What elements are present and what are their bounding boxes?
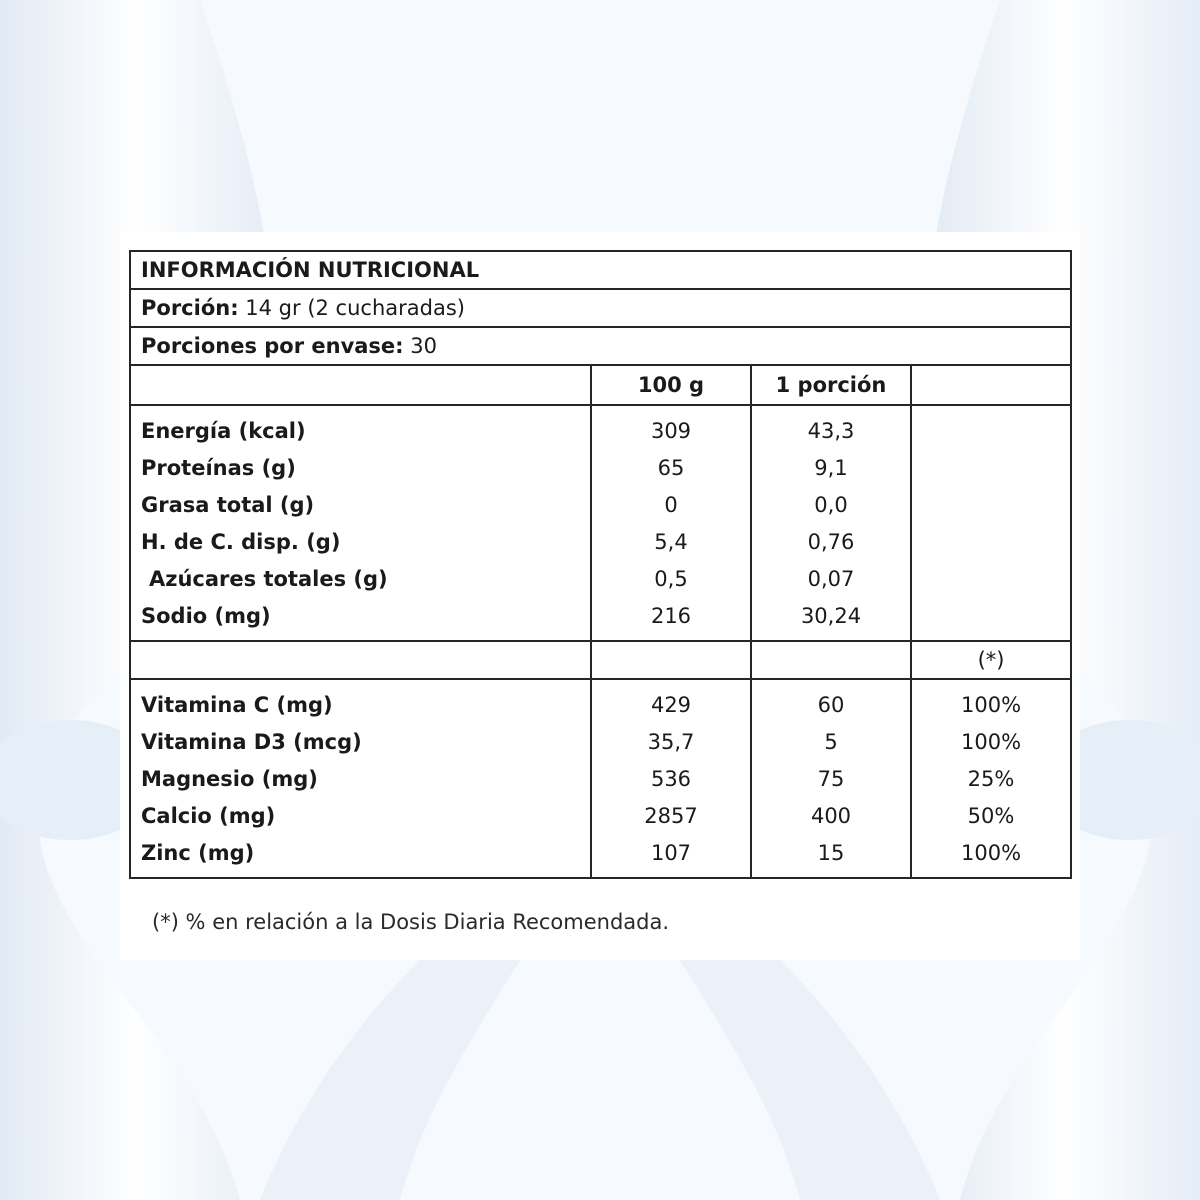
vitamin-name: Magnesio (mg): [130, 760, 591, 797]
nutrient-per100: 65: [591, 449, 751, 486]
vitamin-portion: 5: [751, 723, 911, 760]
table-row: [130, 834, 1071, 878]
portion-label: Porción:: [141, 296, 239, 320]
vitamin-per100: 2857: [591, 797, 751, 834]
nutrient-per100: 309: [591, 405, 751, 449]
nutrient-portion: 30,24: [751, 597, 911, 641]
vitamin-per100: 429: [591, 679, 751, 723]
table-row: [130, 723, 1071, 760]
table-row: [130, 405, 1071, 449]
table-row: [130, 760, 1071, 797]
servings-value: 30: [403, 334, 437, 358]
nutrient-portion: 0,76: [751, 523, 911, 560]
table-row: [130, 486, 1071, 523]
nutrition-table: [129, 250, 1072, 879]
daily-dose-header-row: [130, 641, 1071, 679]
servings-label: Porciones por envase:: [141, 334, 404, 358]
table-row: [130, 560, 1071, 597]
column-header-portion: 1 porción: [751, 365, 911, 405]
vitamin-daily-dose: 100%: [911, 834, 1071, 878]
vitamin-per100: 536: [591, 760, 751, 797]
vitamin-daily-dose: 100%: [911, 679, 1071, 723]
nutrient-portion: 9,1: [751, 449, 911, 486]
portion-row: [130, 289, 1071, 327]
vitamin-portion: 400: [751, 797, 911, 834]
nutrient-name: Azúcares totales (g): [130, 560, 591, 597]
nutrient-per100: 5,4: [591, 523, 751, 560]
vitamin-per100: 35,7: [591, 723, 751, 760]
vitamin-name: Vitamina D3 (mcg): [130, 723, 591, 760]
nutrient-portion: 43,3: [751, 405, 911, 449]
nutrient-per100: 216: [591, 597, 751, 641]
vitamin-portion: 60: [751, 679, 911, 723]
vitamin-daily-dose: 100%: [911, 723, 1071, 760]
daily-dose-marker: (*): [911, 641, 1071, 679]
portion-value: 14 gr (2 cucharadas): [238, 296, 465, 320]
nutrient-name: Sodio (mg): [130, 597, 591, 641]
vitamin-name: Vitamina C (mg): [130, 679, 591, 723]
table-row: [130, 449, 1071, 486]
column-header-nutrient: [130, 365, 591, 405]
nutrient-portion: 0,0: [751, 486, 911, 523]
vitamin-name: Zinc (mg): [130, 834, 591, 878]
title-row: [130, 251, 1071, 289]
nutrient-name: Grasa total (g): [130, 486, 591, 523]
column-header-dd: [911, 365, 1071, 405]
table-title: INFORMACIÓN NUTRICIONAL: [130, 251, 1071, 289]
footnote: (*) % en relación a la Dosis Diaria Recomendada.: [152, 910, 670, 934]
servings-row: [130, 327, 1071, 365]
vitamin-portion: 15: [751, 834, 911, 878]
nutrient-name: Proteínas (g): [130, 449, 591, 486]
nutrient-name: H. de C. disp. (g): [130, 523, 591, 560]
vitamin-per100: 107: [591, 834, 751, 878]
nutrient-name: Energía (kcal): [130, 405, 591, 449]
nutrient-portion: 0,07: [751, 560, 911, 597]
vitamin-daily-dose: 50%: [911, 797, 1071, 834]
vitamin-name: Calcio (mg): [130, 797, 591, 834]
table-row: [130, 679, 1071, 723]
column-header-row: [130, 365, 1071, 405]
table-row: [130, 597, 1071, 641]
nutrient-per100: 0: [591, 486, 751, 523]
table-row: [130, 797, 1071, 834]
nutrient-per100: 0,5: [591, 560, 751, 597]
column-header-100g: 100 g: [591, 365, 751, 405]
vitamin-daily-dose: 25%: [911, 760, 1071, 797]
table-row: [130, 523, 1071, 560]
vitamin-portion: 75: [751, 760, 911, 797]
